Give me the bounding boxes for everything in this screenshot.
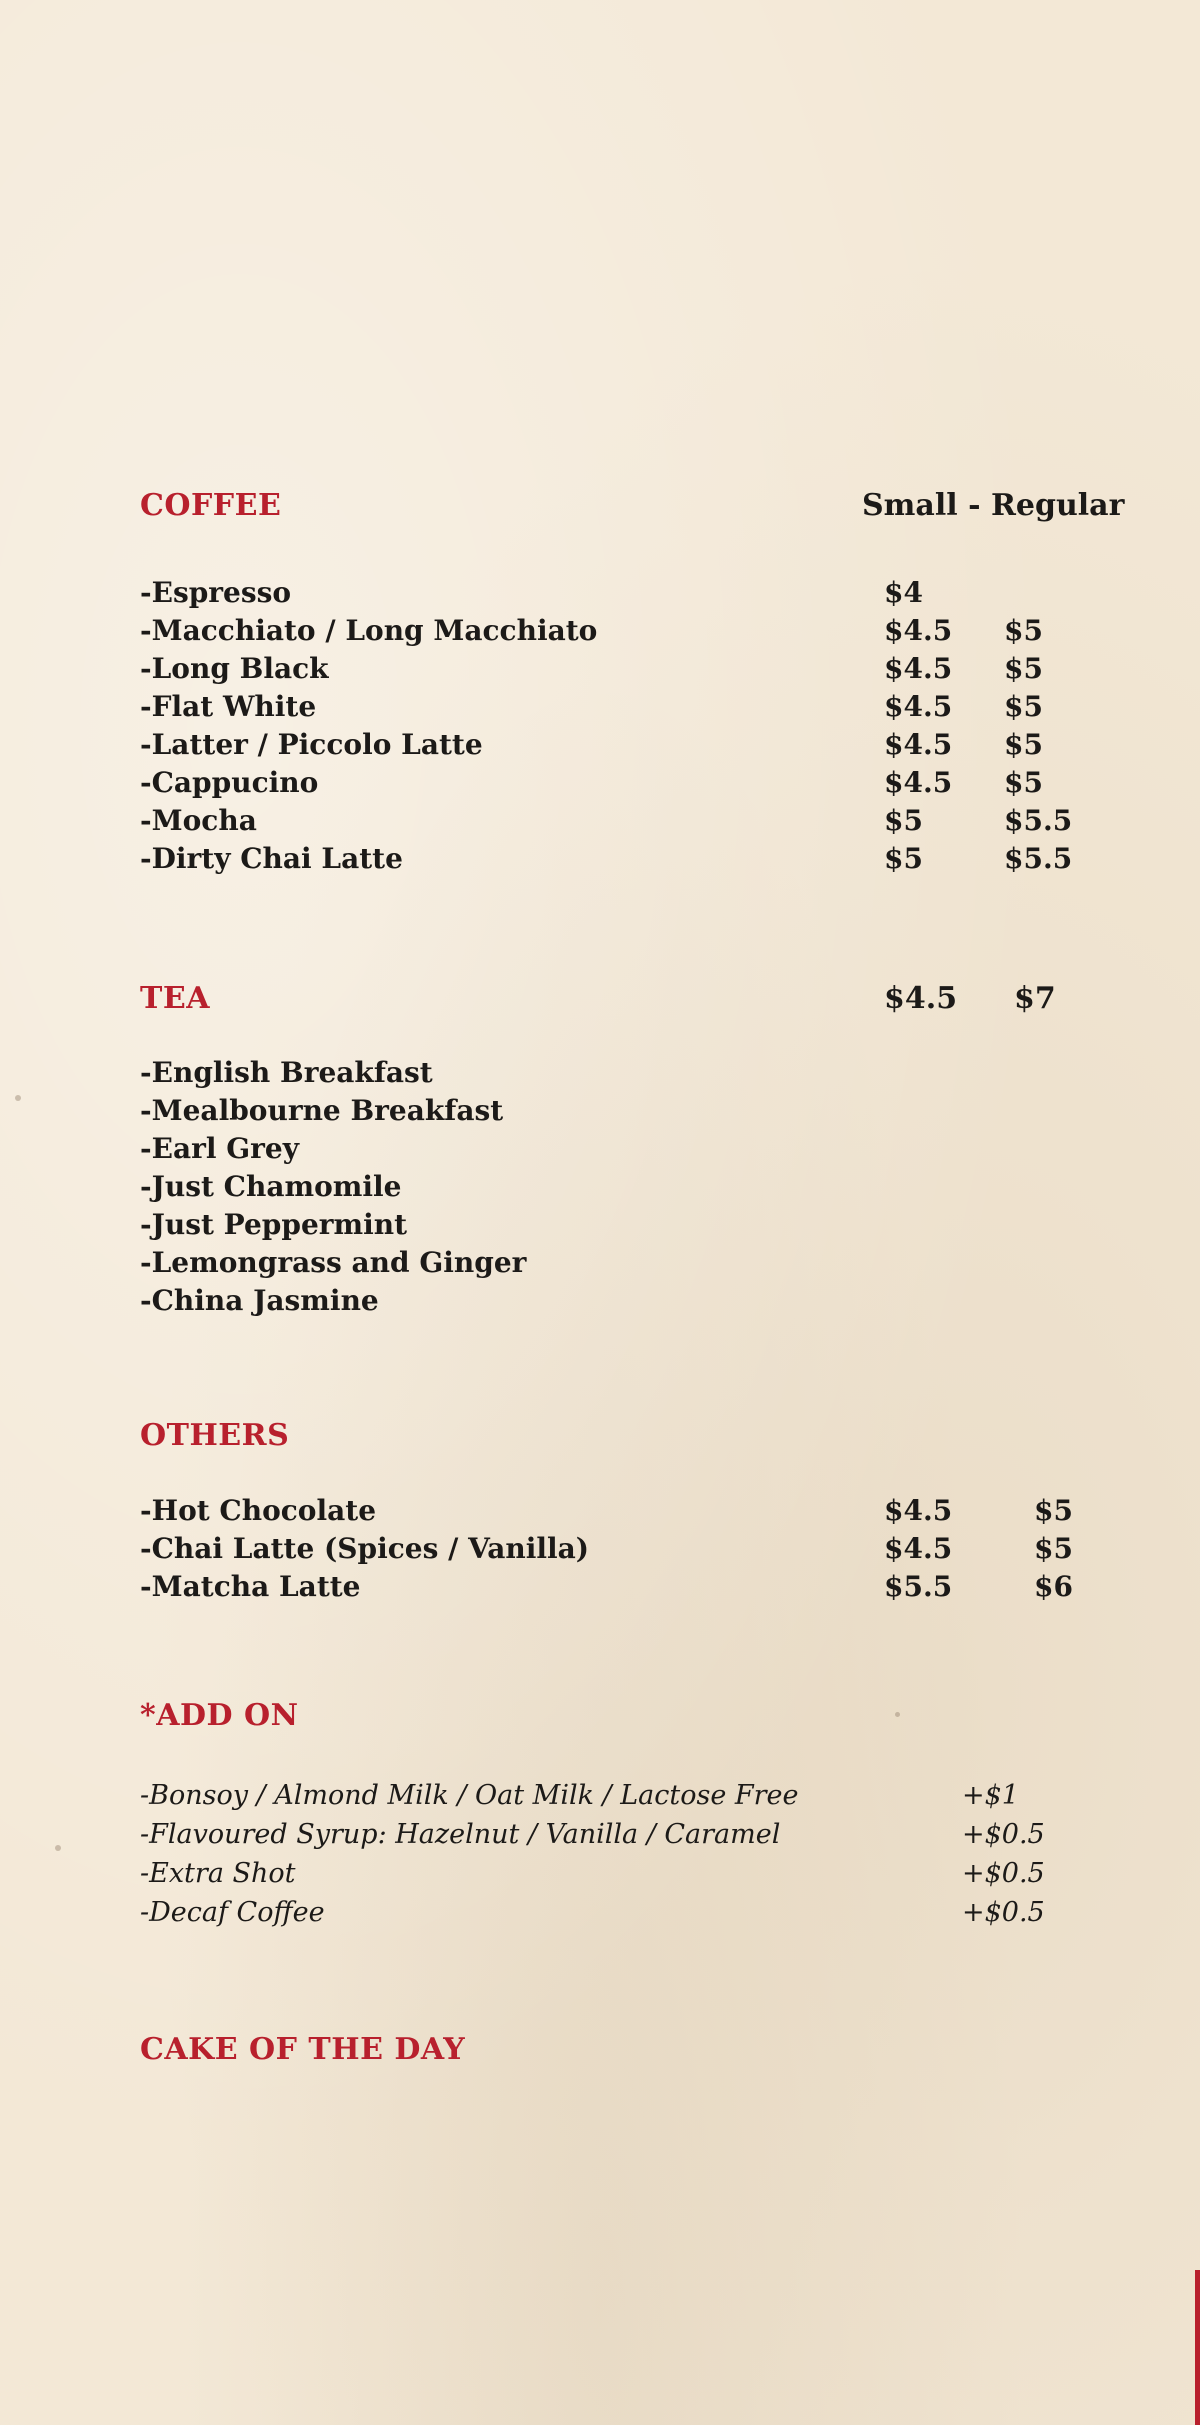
- coffee-price-small: $4.5: [884, 652, 953, 685]
- coffee-price-small: $4.5: [884, 766, 953, 799]
- others-price-regular: $5: [1034, 1494, 1073, 1527]
- tea-price-small: $4.5: [884, 981, 958, 1016]
- coffee-item-long-black: -Long Black: [140, 652, 329, 685]
- others-item-matcha-latte: -Matcha Latte: [140, 1570, 361, 1603]
- coffee-price-regular: $5: [1004, 652, 1043, 685]
- paper-speck: [895, 1712, 900, 1717]
- coffee-price-regular: $5.5: [1004, 842, 1073, 875]
- coffee-item-flat-white: -Flat White: [140, 690, 317, 723]
- tea-item-melbourne-breakfast: -Mealbourne Breakfast: [140, 1094, 504, 1127]
- coffee-item-macchiato: -Macchiato / Long Macchiato: [140, 614, 598, 647]
- paper-speck: [15, 1095, 21, 1101]
- tea-item-china-jasmine: -China Jasmine: [140, 1284, 379, 1317]
- others-item-hot-chocolate: -Hot Chocolate: [140, 1494, 377, 1527]
- coffee-item-cappucino: -Cappucino: [140, 766, 319, 799]
- tea-item-chamomile: -Just Chamomile: [140, 1170, 402, 1203]
- tea-price-regular: $7: [1014, 981, 1056, 1016]
- paper-speck: [55, 1845, 61, 1851]
- coffee-price-regular: $5: [1004, 766, 1043, 799]
- coffee-price-regular: $5: [1004, 690, 1043, 723]
- tea-item-peppermint: -Just Peppermint: [140, 1208, 408, 1241]
- others-price-small: $4.5: [884, 1532, 953, 1565]
- coffee-item-dirty-chai: -Dirty Chai Latte: [140, 842, 403, 875]
- addon-item-syrup: -Flavoured Syrup: Hazelnut / Vanilla / Caramel: [140, 1819, 781, 1850]
- addon-heading: *ADD ON: [140, 1698, 299, 1733]
- addon-price: +$0.5: [962, 1897, 1045, 1928]
- tea-item-lemongrass-ginger: -Lemongrass and Ginger: [140, 1246, 527, 1279]
- tea-heading: TEA: [140, 981, 210, 1016]
- others-item-chai-latte: -Chai Latte (Spices / Vanilla): [140, 1532, 590, 1565]
- addon-item-decaf: -Decaf Coffee: [140, 1897, 325, 1928]
- tea-item-earl-grey: -Earl Grey: [140, 1132, 299, 1165]
- others-price-small: $5.5: [884, 1570, 953, 1603]
- others-price-regular: $6: [1034, 1570, 1073, 1603]
- addon-price: +$1: [962, 1780, 1019, 1811]
- size-header: Small - Regular: [862, 488, 1125, 523]
- cake-heading: CAKE OF THE DAY: [140, 2032, 466, 2067]
- coffee-price-small: $4.5: [884, 690, 953, 723]
- coffee-item-latte: -Latter / Piccolo Latte: [140, 728, 483, 761]
- coffee-price-small: $4.5: [884, 614, 953, 647]
- others-heading: OTHERS: [140, 1418, 290, 1453]
- coffee-price-regular: $5: [1004, 614, 1043, 647]
- coffee-price-small: $5: [884, 842, 923, 875]
- coffee-price-small: $4.5: [884, 728, 953, 761]
- others-price-small: $4.5: [884, 1494, 953, 1527]
- coffee-item-espresso: -Espresso: [140, 576, 292, 609]
- addon-price: +$0.5: [962, 1819, 1045, 1850]
- coffee-price-small: $4: [884, 576, 923, 609]
- addon-item-extra-shot: -Extra Shot: [140, 1858, 296, 1889]
- edge-mark: [1195, 2270, 1200, 2425]
- others-price-regular: $5: [1034, 1532, 1073, 1565]
- coffee-price-regular: $5.5: [1004, 804, 1073, 837]
- coffee-item-mocha: -Mocha: [140, 804, 257, 837]
- tea-item-english-breakfast: -English Breakfast: [140, 1056, 433, 1089]
- coffee-price-small: $5: [884, 804, 923, 837]
- coffee-price-regular: $5: [1004, 728, 1043, 761]
- coffee-heading: COFFEE: [140, 488, 282, 523]
- addon-price: +$0.5: [962, 1858, 1045, 1889]
- addon-item-milk: -Bonsoy / Almond Milk / Oat Milk / Lactose Free: [140, 1780, 799, 1811]
